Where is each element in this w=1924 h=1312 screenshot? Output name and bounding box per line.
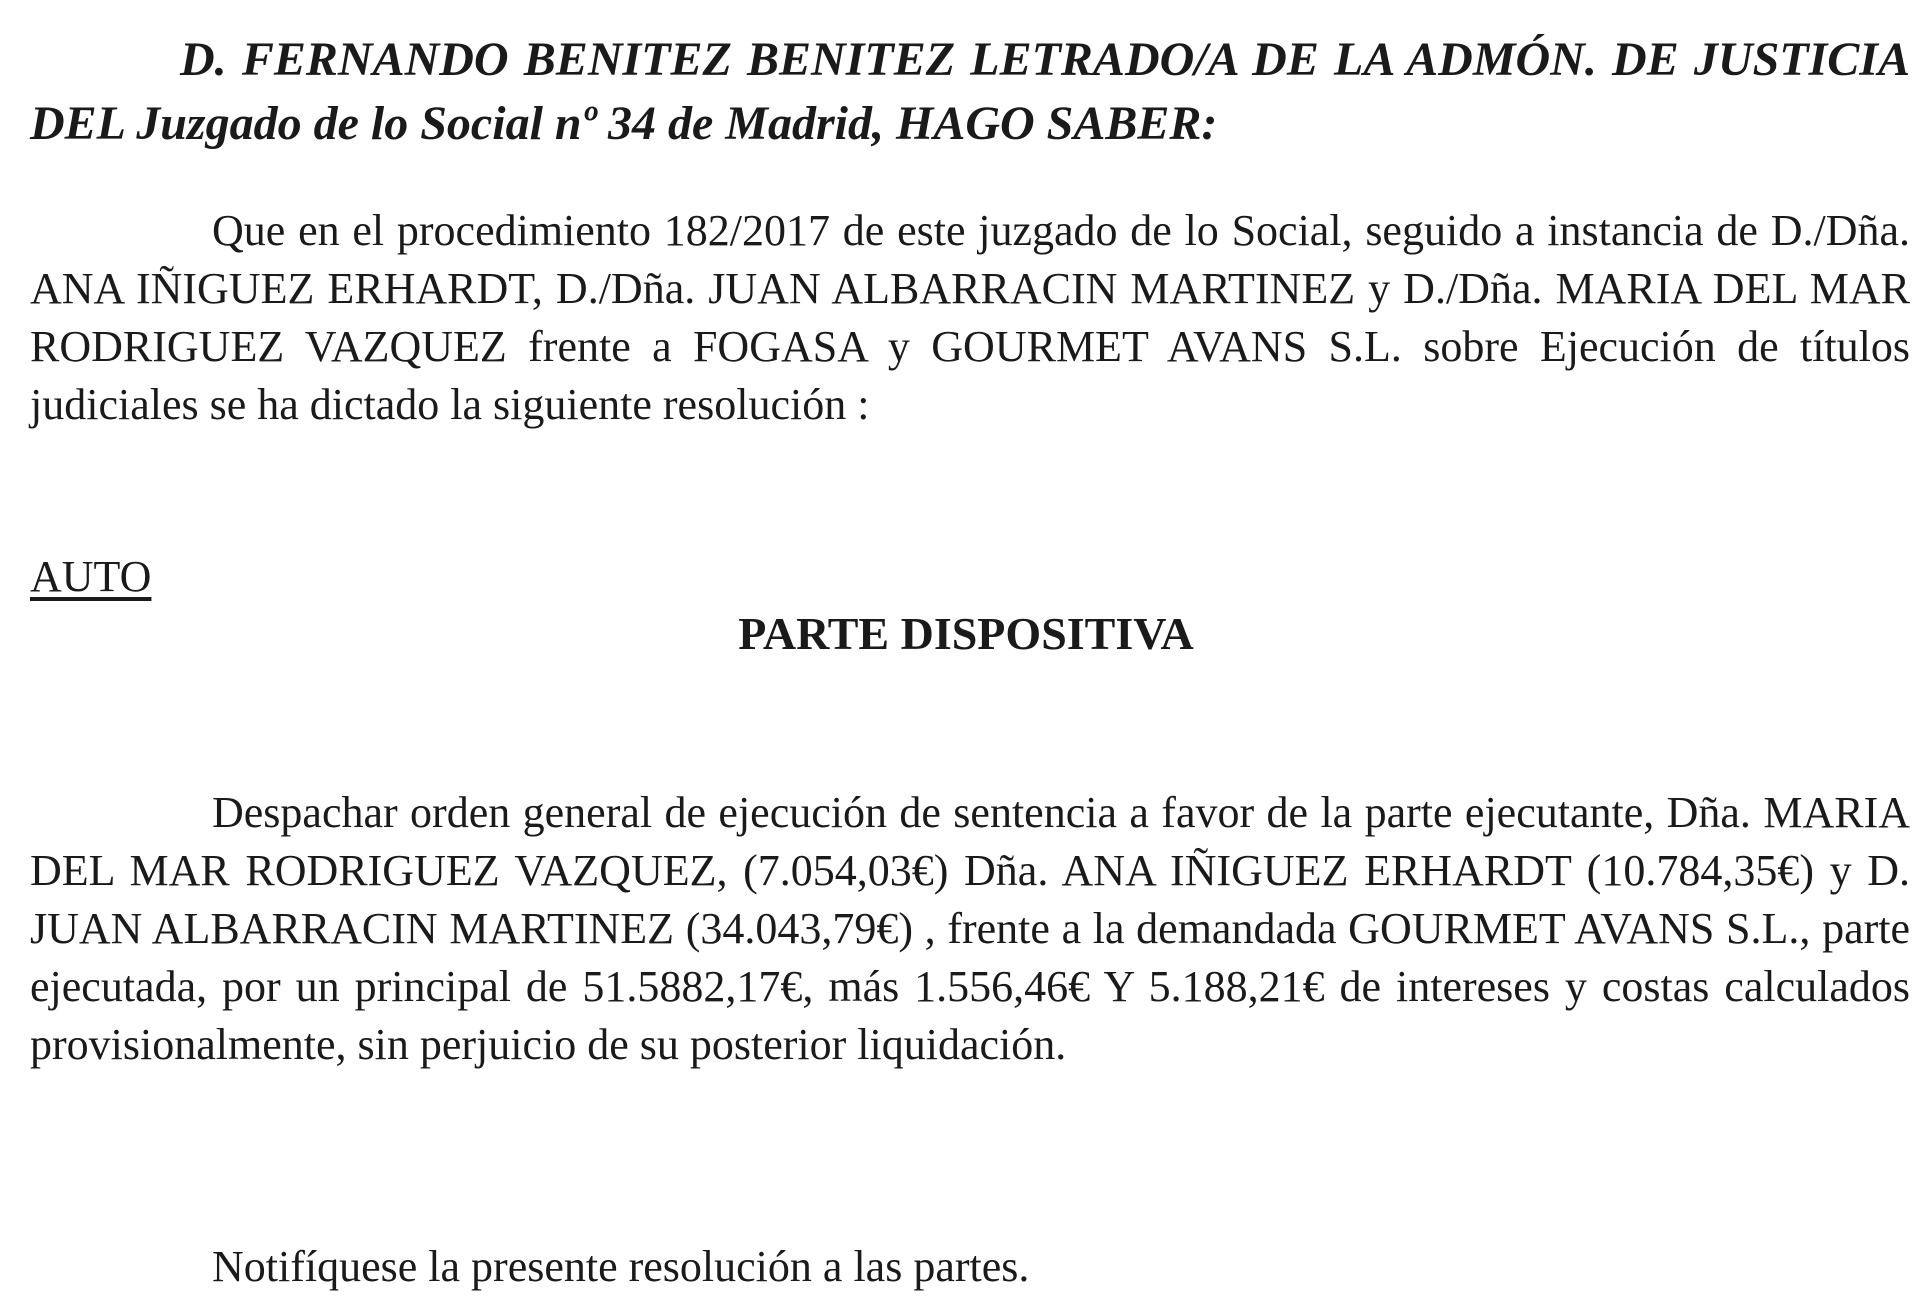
section-title-wrapper <box>0 604 1924 664</box>
auto-label: AUTO <box>30 552 152 601</box>
dispositive-paragraph: Despachar orden general de ejecución de sentencia a favor de la parte ejecutante, Dña. MARIA DEL MAR RODRIGUEZ VAZQUEZ, (7.054,03€) Dña. ANA IÑIGUEZ ERHARDT (10.784,35€) y D. JUAN ALBARRACIN MARTINEZ (34.043,79€) , frente a la demandada GOURMET AVANS S.L., parte ejecutada, por un principal de 51.5882,17€, más 1.556,46€ Y 5.188,21€ de intereses y costas calculados provisionalmente, sin perjuicio de su posterior liquidación. <box>30 788 1910 1069</box>
section-title: PARTE DISPOSITIVA <box>738 608 1194 659</box>
intro-paragraph: Que en el procedimiento 182/2017 de este juzgado de lo Social, seguido a instancia de D./Dña. ANA IÑIGUEZ ERHARDT, D./Dña. JUAN ALBARRACIN MARTINEZ y D./Dña. MARIA DEL MAR RODRIGUEZ VAZQUEZ frente a FOGASA y GOURMET AVANS S.L. sobre Ejecución de títulos judiciales se ha dictado la siguiente resolución : <box>30 206 1910 429</box>
document-header: D. FERNANDO BENITEZ BENITEZ LETRADO/A DE LA ADMÓN. DE JUSTICIA DEL Juzgado de lo Social nº 34 de Madrid, HAGO SABER: <box>30 33 1910 150</box>
notification-paragraph: Notifíquese la presente resolución a las partes. <box>212 1242 1030 1291</box>
